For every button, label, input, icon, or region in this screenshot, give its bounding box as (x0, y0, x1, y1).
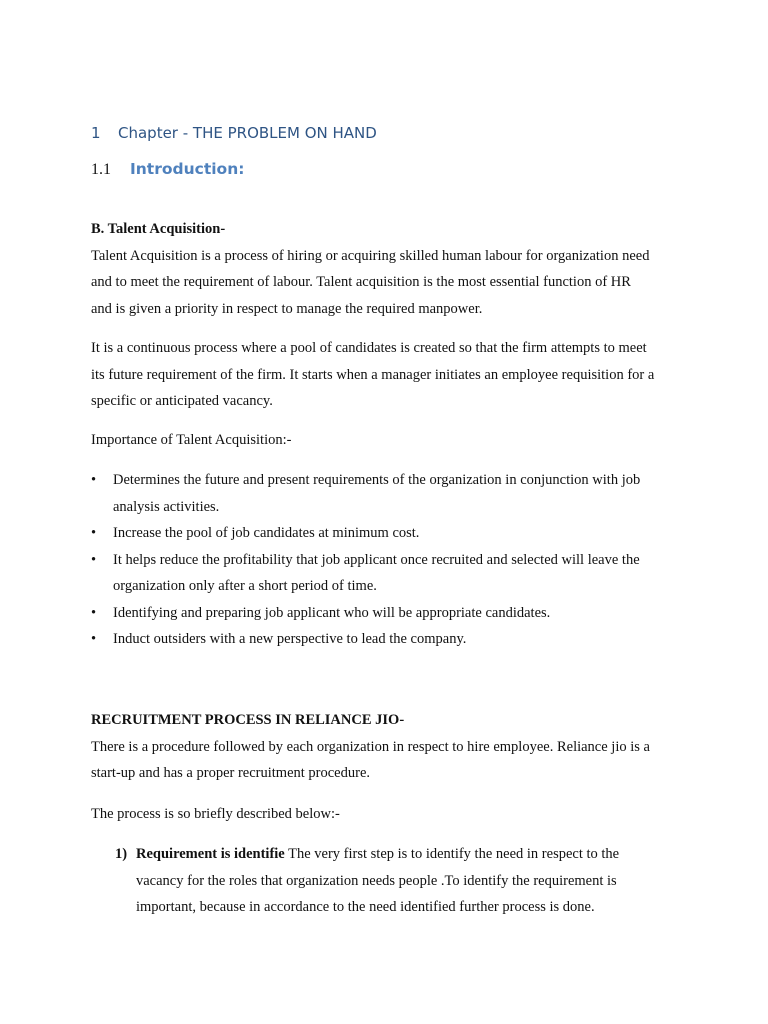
bullet-icon: • (91, 525, 97, 541)
recruitment-para2 (91, 801, 691, 828)
talent-para1-line: and is given a priority in respect to manage the required manpower. (91, 300, 483, 317)
list-item-line: It helps reduce the profitability that job applicant once recruited and selected will leave the (113, 551, 640, 568)
section-number: 1.1 (91, 161, 111, 178)
talent-para2-line: its future requirement of the firm. It starts when a manager initiates an employee requisition for a (91, 366, 655, 383)
importance-label (91, 427, 691, 454)
recruitment-para2-text: The process is so briefly described below:- (91, 806, 340, 822)
step-text: The very first step is to identify the need in respect to the (284, 846, 620, 862)
list-item-line: Increase the pool of job candidates at minimum cost. (113, 525, 420, 541)
list-item-line: Identifying and preparing job applicant who will be appropriate candidates. (113, 604, 551, 621)
recruitment-title: RECRUITMENT PROCESS IN RELIANCE JIO- (91, 712, 405, 728)
step-line (136, 841, 675, 868)
talent-title: B. Talent Acquisition- (91, 221, 226, 237)
list-item (91, 467, 691, 520)
chapter-title: Chapter - THE PROBLEM ON HAND (118, 124, 377, 142)
talent-para1-line: Talent Acquisition is a process of hiring or acquiring skilled human labour for organization need (91, 247, 650, 264)
list-item-line: analysis activities. (113, 498, 220, 515)
bullet-icon: • (91, 551, 97, 568)
step-line: important, because in accordance to the need identified further process is done. (136, 899, 595, 915)
section-title: Introduction: (130, 160, 245, 178)
process-steps (115, 841, 675, 921)
list-item (115, 841, 675, 921)
list-item (91, 547, 691, 600)
recruitment-para1-line: start-up and has a proper recruitment procedure. (91, 765, 371, 781)
step-marker: 1) (115, 846, 128, 862)
list-item-line: organization only after a short period of time. (113, 578, 377, 594)
chapter-heading (91, 124, 377, 142)
importance-label-text: Importance of Talent Acquisition:- (91, 432, 292, 448)
recruitment-section (91, 707, 691, 787)
bullet-icon: • (91, 472, 97, 488)
list-item-line: Determines the future and present requirements of the organization in conjunction with job (113, 472, 641, 488)
recruitment-para1-line: There is a procedure followed by each organization in respect to hire employee. Reliance jio is a (91, 738, 650, 755)
list-item (91, 626, 691, 653)
importance-list (91, 467, 691, 653)
chapter-number: 1 (91, 124, 101, 142)
talent-para1-line: and to meet the requirement of labour. Talent acquisition is the most essential function of HR (91, 274, 631, 290)
talent-section (91, 216, 691, 322)
list-item-line: Induct outsiders with a new perspective to lead the company. (113, 631, 467, 647)
section-heading (91, 160, 244, 179)
step-line: vacancy for the roles that organization needs people .To identify the requirement is (136, 872, 617, 889)
talent-para2 (91, 335, 691, 415)
bullet-icon: • (91, 604, 97, 621)
list-item (91, 520, 691, 547)
list-item (91, 600, 691, 627)
step-bold-label: Requirement is identifie (136, 846, 285, 862)
talent-para2-line: It is a continuous process where a pool of candidates is created so that the firm attempts to meet (91, 340, 647, 356)
talent-para2-line: specific or anticipated vacancy. (91, 393, 273, 409)
bullet-icon: • (91, 631, 97, 647)
